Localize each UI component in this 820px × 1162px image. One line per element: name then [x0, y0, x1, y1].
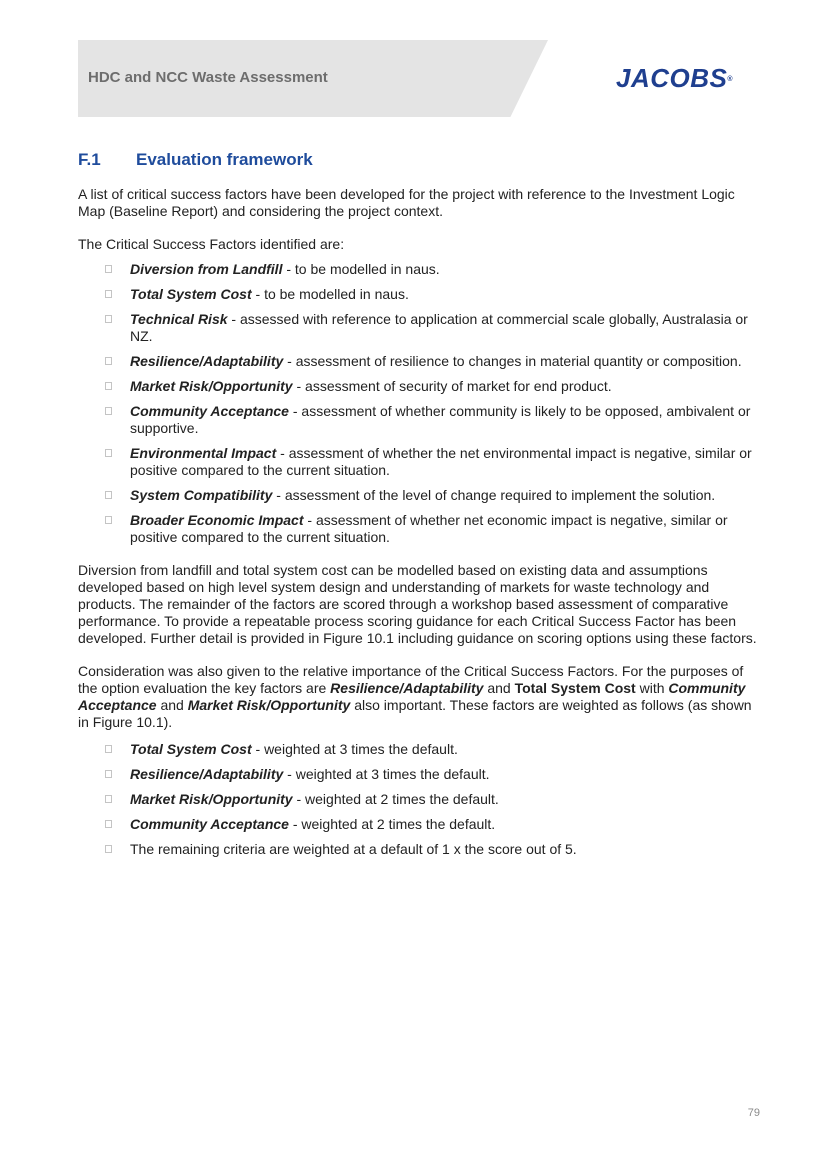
factor-name: Resilience/Adaptability	[130, 353, 284, 369]
factor-emphasis: Community Acceptance	[78, 680, 746, 713]
weight-desc: The remaining criteria are weighted at a default of 1 x the score out of 5.	[130, 841, 577, 857]
text-run: Consideration was also given to the relative importance of the Critical Success Factors. For the purposes of the option evaluation the key factors are	[78, 663, 744, 696]
bullet-box-icon	[105, 820, 112, 828]
list-item	[78, 816, 762, 833]
list-item	[78, 766, 762, 783]
factor-emphasis: Market Risk/Opportunity	[187, 697, 351, 713]
body-content	[78, 186, 762, 874]
factor-name: Community Acceptance	[130, 816, 289, 832]
text-run: and	[156, 697, 188, 713]
bullet-box-icon	[105, 290, 112, 298]
bullet-box-icon	[105, 745, 112, 753]
bullet-box-icon	[105, 770, 112, 778]
factor-desc: - to be modelled in naus.	[251, 286, 409, 302]
factor-name: Market Risk/Opportunity	[130, 378, 293, 394]
registered-mark: ®	[727, 76, 734, 83]
list-item	[78, 403, 762, 437]
factor-desc: - assessment of whether the net environmental impact is negative, similar or positive compared to the current situation.	[130, 445, 752, 478]
factor-desc: - assessment of resilience to changes in material quantity or composition.	[283, 353, 742, 369]
logo-text: JACOBS	[616, 63, 728, 93]
factor-desc: - assessment of security of market for end product.	[292, 378, 612, 394]
bullet-box-icon	[105, 491, 112, 499]
document-title: HDC and NCC Waste Assessment	[88, 69, 328, 86]
bullet-box-icon	[105, 516, 112, 524]
bullet-box-icon	[105, 795, 112, 803]
text-run: and	[483, 680, 515, 696]
factor-name: Community Acceptance	[130, 403, 289, 419]
weight-desc: - weighted at 2 times the default.	[292, 791, 499, 807]
list-item	[78, 791, 762, 808]
bullet-box-icon	[105, 315, 112, 323]
factor-desc: - assessment of whether community is likely to be opposed, ambivalent or supportive.	[130, 403, 751, 436]
bullet-box-icon	[105, 449, 112, 457]
list-item	[78, 378, 762, 395]
bullet-box-icon	[105, 407, 112, 415]
list-item	[78, 286, 762, 303]
factor-name: Diversion from Landfill	[130, 261, 283, 277]
factor-desc: - assessment of the level of change required to implement the solution.	[272, 487, 716, 503]
bullet-box-icon	[105, 357, 112, 365]
factor-name: Total System Cost	[130, 741, 252, 757]
list-item	[78, 741, 762, 758]
factor-list	[78, 261, 762, 546]
list-item	[78, 841, 762, 858]
factor-name: Market Risk/Opportunity	[130, 791, 293, 807]
factor-emphasis: Resilience/Adaptability	[330, 680, 484, 696]
list-item	[78, 353, 762, 370]
list-item	[78, 512, 762, 546]
modelling-paragraph: Diversion from landfill and total system cost can be modelled based on existing data and assumptions developed based on high level system design and understanding of markets for waste technology and products. The remainder of the factors are scored through a workshop based assessment of comparative performance. To provide a repeatable process scoring guidance for each Critical Success Factor has been developed. Further detail is provided in Figure 10.1 including guidance on scoring options using these factors.	[78, 562, 757, 646]
weight-desc: - weighted at 3 times the default.	[283, 766, 490, 782]
factor-desc: - assessment of whether net economic impact is negative, similar or positive compared to the current situation.	[130, 512, 728, 545]
factor-emphasis: Total System Cost	[514, 680, 636, 696]
intro-paragraph: A list of critical success factors have been developed for the project with reference to the Investment Logic Map (Baseline Report) and considering the project context.	[78, 186, 735, 219]
section-title: Evaluation framework	[136, 150, 313, 169]
bullet-box-icon	[105, 382, 112, 390]
factor-name: System Compatibility	[130, 487, 273, 503]
list-item	[78, 311, 762, 345]
weight-desc: - weighted at 2 times the default.	[288, 816, 496, 832]
section-heading	[78, 150, 313, 170]
text-run: also important. These factors are weighted as follows (as shown in Figure 10.1).	[78, 697, 752, 730]
factor-name: Broader Economic Impact	[130, 512, 304, 528]
section-number: F.1	[78, 150, 101, 169]
list-item	[78, 487, 762, 504]
factor-name: Resilience/Adaptability	[130, 766, 284, 782]
text-run: with	[635, 680, 669, 696]
page-number: 79	[747, 1107, 760, 1119]
list-item	[78, 445, 762, 479]
factor-name: Total System Cost	[130, 286, 252, 302]
factor-desc: - assessed with reference to application at commercial scale globally, Australasia or NZ.	[130, 311, 748, 344]
weighting-list	[78, 741, 762, 858]
factor-name: Technical Risk	[130, 311, 228, 327]
weight-desc: - weighted at 3 times the default.	[251, 741, 458, 757]
jacobs-logo	[616, 63, 733, 93]
factor-desc: - to be modelled in naus.	[282, 261, 440, 277]
list-item	[78, 261, 762, 278]
list-intro: The Critical Success Factors identified are:	[78, 236, 345, 252]
factor-name: Environmental Impact	[130, 445, 277, 461]
bullet-box-icon	[105, 265, 112, 273]
importance-paragraph	[78, 663, 762, 731]
bullet-box-icon	[105, 845, 112, 853]
